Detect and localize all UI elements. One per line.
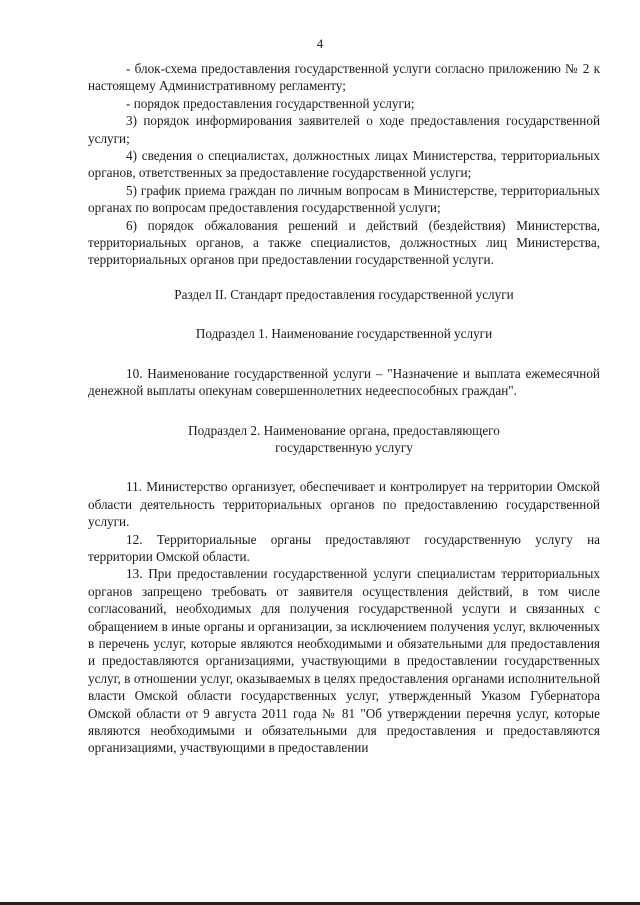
spacer	[88, 400, 600, 422]
list-item-6: 6) порядок обжалования решений и действий (бездействия) Министерства, территориальных органов, а также специалистов, должностных лиц Министерства, территориальных органов при предоставлении государственной услуги.	[88, 217, 600, 268]
list-item-flowchart: - блок-схема предоставления государственной услуги согласно приложению № 2 к настоящему Административному регламенту;	[88, 61, 600, 94]
spacer	[88, 269, 600, 286]
page-number: 4	[316, 36, 324, 51]
list-item-procedure: - порядок предоставления государственной услуги;	[126, 95, 415, 111]
paragraph-13: 13. При предоставлении государственной услуги специалистам территориальных органов запрещено требовать от заявителя осуществления действий, в том числе согласований, необходимых для получения государственной услуги и связанных с обращением в иные органы и организации, за исключением получения услуг, включенных в перечень услуг, которые являются необходимыми и обязательными для предоставления и предоставляются организациями, участвующими в предоставлении государственных услуг, в отношении услуг, оказываемых в целях предоставления органами исполнительной власти Омской области государственных услуг, утвержденный Указом Губернатора Омской области от 9 августа 2011 года № 81 "Об утверждении перечня услуг, которые являются необходимыми и обязательными для предоставления и предоставляются организациями, участвующими в предоставлении	[88, 566, 600, 756]
list-item-4: 4) сведения о специалистах, должностных лицах Министерства, территориальных органов, ответственных за предоставление государственной услуги;	[88, 148, 600, 181]
spacer	[88, 343, 600, 365]
paragraph-11: 11. Министерство организует, обеспечивает и контролирует на территории Омской области деятельность территориальных органов по предоставлению государственной услуги.	[88, 479, 600, 530]
spacer	[88, 303, 600, 325]
subsection-2-heading-line-2: государственную услугу	[275, 439, 413, 455]
section-heading: Раздел II. Стандарт предоставления государственной услуги	[174, 286, 514, 302]
subsection-2-heading-line-1: Подраздел 2. Наименование органа, предоставляющего	[188, 422, 500, 438]
spacer	[88, 456, 600, 478]
paragraph-10: 10. Наименование государственной услуги – "Назначение и выплата ежемесячной денежной выплаты опекунам совершеннолетних недееспособных граждан".	[88, 365, 600, 399]
subsection-2-heading	[88, 422, 600, 457]
paragraph-12: 12. Территориальные органы предоставляют государственную услугу на территории Омской области.	[88, 531, 600, 564]
list-item-5: 5) график приема граждан по личным вопросам в Министерстве, территориальных органах по вопросам предоставления государственной услуги;	[88, 182, 600, 216]
list-item-3: 3) порядок информирования заявителей о ходе предоставления государственной услуги;	[88, 113, 600, 146]
subsection-1-heading: Подраздел 1. Наименование государственной услуги	[195, 326, 493, 342]
document-body	[88, 60, 600, 757]
